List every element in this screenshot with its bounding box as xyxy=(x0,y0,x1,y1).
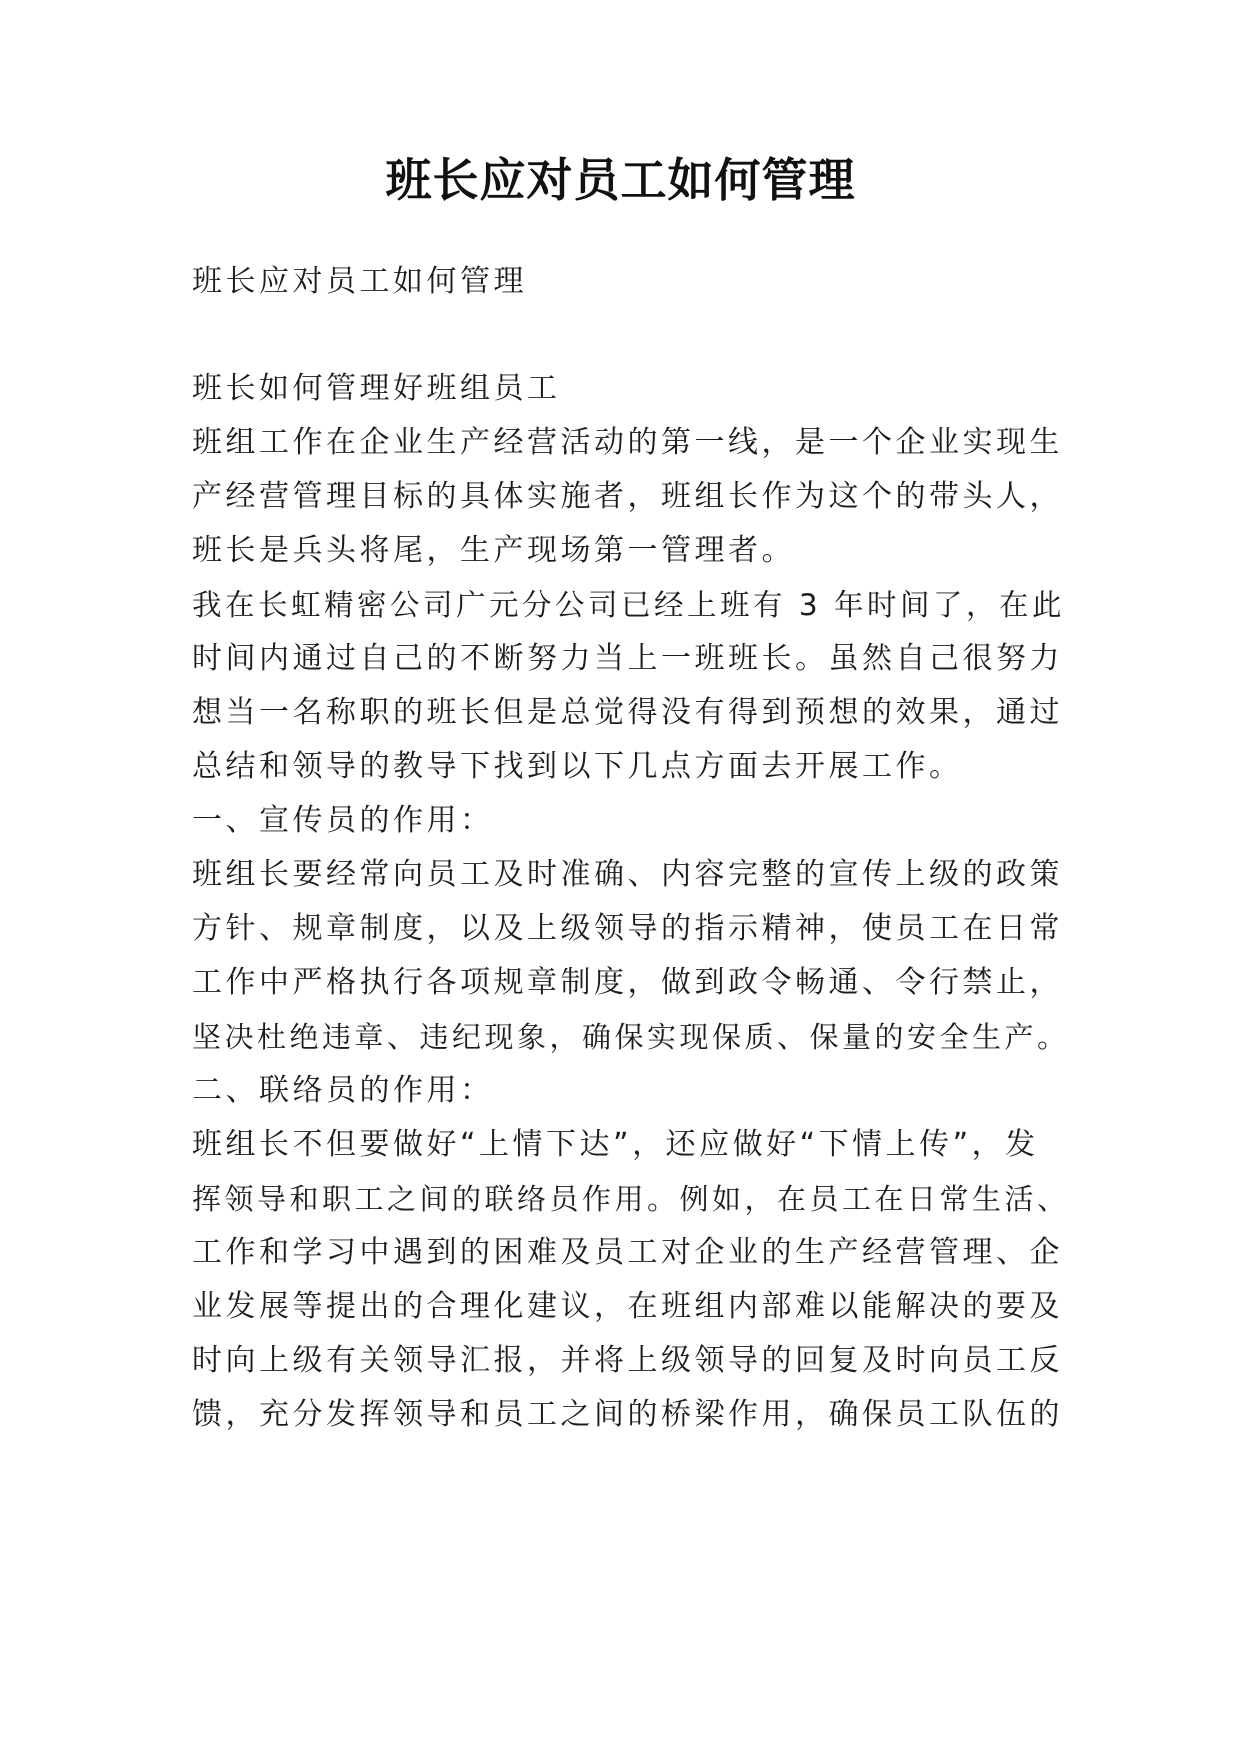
section-heading: 班长如何管理好班组员工 xyxy=(192,371,561,406)
paragraph-line: 想当一名称职的班长但是总觉得没有得到预想的效果，通过 xyxy=(192,695,1063,730)
section-heading: 二、联络员的作用： xyxy=(192,1073,494,1108)
section-heading: 一、宣传员的作用： xyxy=(192,803,494,838)
paragraph-line: 总结和领导的教导下找到以下几点方面去开展工作。 xyxy=(192,749,963,784)
paragraph-line: 馈，充分发挥领导和员工之间的桥梁作用，确保员工队伍的 xyxy=(192,1397,1063,1432)
paragraph-line: 我在长虹精密公司广元分公司已经上班有 3 年时间了，在此 xyxy=(192,588,1066,622)
paragraph-line: 工作和学习中遇到的困难及员工对企业的生产经营管理、企 xyxy=(192,1235,1063,1270)
document-title: 班长应对员工如何管理 xyxy=(385,153,856,207)
subtitle-line: 班长应对员工如何管理 xyxy=(192,264,527,299)
paragraph-line: 坚决杜绝违章、违纪现象，确保实现保质、保量的安全生产。 xyxy=(192,1020,1070,1054)
paragraph-line: 方针、规章制度，以及上级领导的指示精神，使员工在日常 xyxy=(192,911,1063,946)
paragraph-line: 产经营管理目标的具体实施者，班组长作为这个的带头人， xyxy=(192,479,1063,514)
paragraph-line: 工作中严格执行各项规章制度，做到政令畅通、令行禁止， xyxy=(192,965,1063,1000)
paragraph-line: 挥领导和职工之间的联络员作用。例如，在员工在日常生活、 xyxy=(192,1182,1070,1216)
paragraph-line: 班长是兵头将尾，生产现场第一管理者。 xyxy=(192,533,795,568)
paragraph-line: 时间内通过自己的不断努力当上一班班长。虽然自己很努力 xyxy=(192,641,1063,676)
paragraph-line: 班组工作在企业生产经营活动的第一线，是一个企业实现生 xyxy=(192,425,1063,460)
paragraph-line: 班组长不但要做好“上情下达”，还应做好“下情上传”，发 xyxy=(192,1127,1039,1162)
paragraph-line: 班组长要经常向员工及时准确、内容完整的宣传上级的政策 xyxy=(192,857,1063,892)
paragraph-line: 业发展等提出的合理化建议，在班组内部难以能解决的要及 xyxy=(192,1289,1063,1324)
paragraph-line: 时向上级有关领导汇报，并将上级领导的回复及时向员工反 xyxy=(192,1343,1063,1378)
